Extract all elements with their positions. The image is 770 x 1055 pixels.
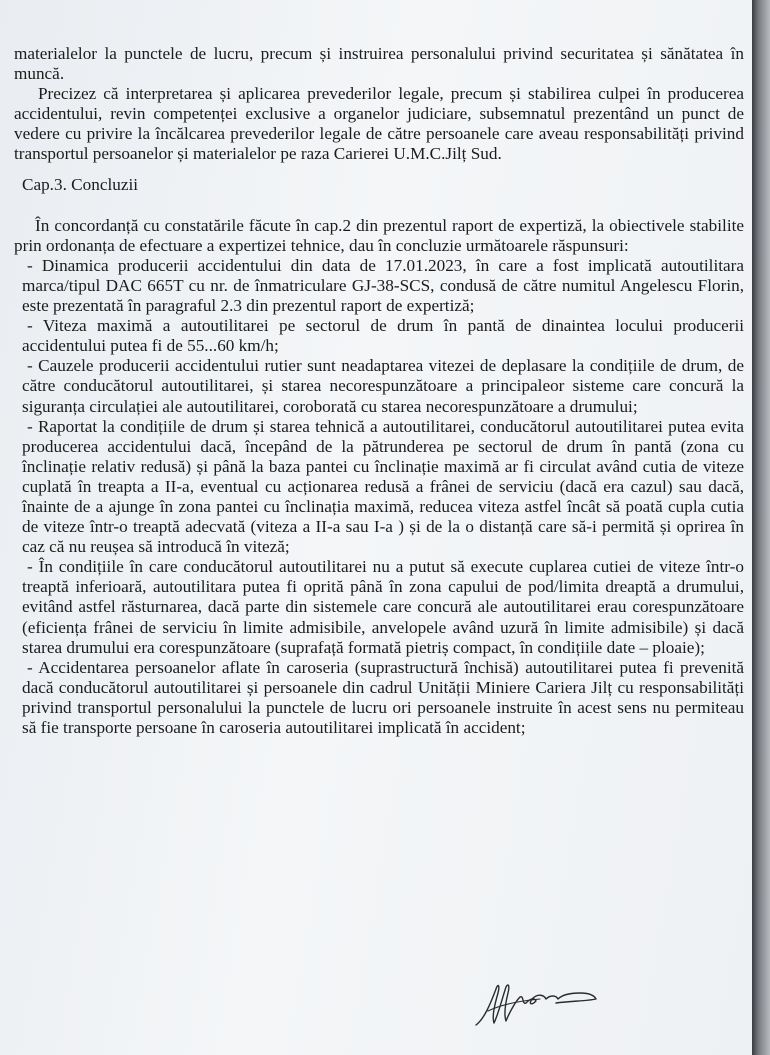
- screen-edge-shadow: [752, 0, 770, 1055]
- conclusion-item-stopping: - În condițiile în care conducătorul autoutilitarei nu a putut să execute cuplarea cutiei de viteze într-o treaptă inferioară, autoutilitara putea fi oprită până în zona capului de pod/limita dreaptă a drumului, evitând astfel răsturnarea, dacă parte din sistemele care concură ale autoutilitarei erau corespunzătoare (eficiența frânei de serviciu în limite admisibile, anvelopele având uzură în limite admisibile) și dacă starea drumului era corespunzătoare (suprafață formată pietriș compact, în condițiile date – ploaie);: [22, 557, 744, 657]
- intro-paragraph-precizez: Precizez că interpretarea și aplicarea prevederilor legale, precum și stabilirea culpei în producerea accidentului, revin competenței exclusive a organelor judiciare, subsemnatul prezentând un punct de vedere cu privire la încălcarea prevederilor legale de către persoanele care aveau responsabilități privind transportul persoanelor și materialelor pe raza Carierei U.M.C.Jilț Sud.: [14, 84, 744, 164]
- conclusion-item-passengers: - Accidentarea persoanelor aflate în caroseria (suprastructură închisă) autoutilitarei putea fi prevenită dacă conducătorul autoutilitarei și persoanele din cadrul Unității Miniere Cariera Jilț cu responsabilități privind transportul personalului la punctele de lucru ori persoanele instruite în acest sens nu permiteau să fie transporte persoane în caroseria autoutilitarei implicată în accident;: [22, 657, 744, 737]
- handwritten-signature: [470, 975, 600, 1037]
- chapter-heading: Cap.3. Concluzii: [22, 174, 138, 194]
- document-body: [14, 44, 744, 738]
- conclusion-item-max-speed: - Viteza maximă a autoutilitarei pe sectorul de drum în pantă de dinaintea locului producerii accidentului putea fi de 55...60 km/h;: [22, 316, 744, 356]
- conclusion-item-dynamics: - Dinamica producerii accidentului din data de 17.01.2023, în care a fost implicată autoutilitara marca/tipul DAC 665T cu nr. de înmatriculare GJ-38-SCS, condusă de către numitul Angelescu Florin, este prezentată în paragraful 2.3 din prezentul raport de expertiză;: [22, 255, 744, 316]
- conclusion-item-causes: - Cauzele producerii accidentului rutier sunt neadaptarea vitezei de deplasare la condițiile de drum, de către conducătorul autoutilitarei, și starea necorespunzătoare a principaleor sisteme care concură la siguranța circulației ale autoutilitarei, coroborată cu starea necorespunzătoare a drumului;: [22, 356, 744, 416]
- intro-paragraph-continuation: materialelor la punctele de lucru, precum și instruirea personalului privind securitatea și sănătatea în muncă.: [14, 44, 744, 84]
- conclusions-intro: În concordanță cu constatările făcute în cap.2 din prezentul raport de expertiză, la obiectivele stabilite prin ordonanța de efectuare a expertizei tehnice, dau în concluzie următoarele răspunsuri:: [14, 215, 744, 255]
- conclusion-item-avoidance: - Raportat la condițiile de drum și starea tehnică a autoutilitarei, conducătorul autoutilitarei putea evita producerea accidentului dacă, începând de la pătrunderea pe sectorul de drum în pantă (zona cu înclinație relativ redusă) și până la baza pantei cu înclinație maximă ar fi circulat având cutia de viteze cuplată în treapta a II-a, eventual cu acționarea redusă a frânei de serviciu (dacă era cazul) sau dacă, înainte de a ajunge în zona pantei cu înclinația maximă, reducea viteza astfel încât să poată cupla cutia de viteze într-o treaptă adecvată (viteza a II-a sau I-a ) și de la o distanță care să-i permită și oprirea în caz că nu reușea să introducă în viteză;: [22, 416, 744, 557]
